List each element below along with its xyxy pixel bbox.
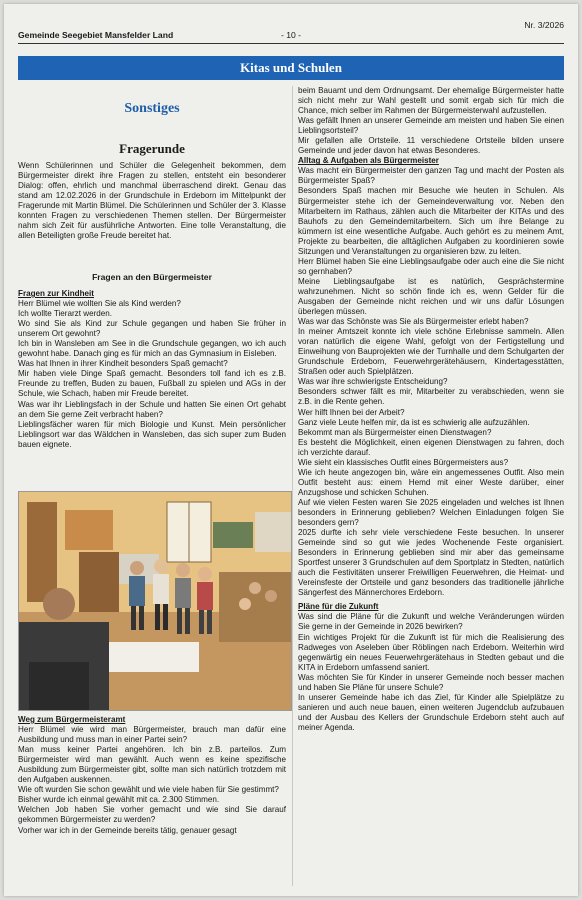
right-intro-line: beim Bauamt und dem Ordnungsamt. Der ehemalige Bürgermeister hatte sich nicht mehr zur Wahl gestellt und somit ergab sich für mich die Chance, mich selber im Rahmen der Bürgermeisterwahl aufzustellen. [298, 86, 564, 116]
alltag-line: Herr Blümel haben Sie eine Lieblingsaufgabe oder auch eine die Sie nicht so gernhaben? [298, 256, 564, 276]
alltag-line: Was war das Schönste was Sie als Bürgermeister erlebt haben? [298, 317, 529, 327]
weg-line: Vorher war ich in der Gemeinde bereits tätig, genauer gesagt [18, 825, 237, 835]
section-banner: Kitas und Schulen [18, 56, 564, 80]
header-page-number: - 10 - [280, 30, 302, 40]
kindheit-line: Lieblingsfächer waren für mich Biologie und Kunst. Mein persönlicher Lieblingsort war das Wäldchen in Wansleben, das sich super zum Buden bauen eignete. [18, 419, 286, 449]
alltag-line: 2025 durfte ich sehr viele verschiedene Feste besuchen. In unserer Gemeinde sind so gut wie jedes Wochenende Feste organisiert. Besonders in Erinnerung geblieben sind mir aber das gemeinsame Sportfest unserer 3 Grundschulen auf dem Sportplatz in Stedten, natürlich auch die Festivitäten unserer Freiwilligen Feuerwehren, die Heimat- und Vereinsfeste der Ortsteile und ganz besonders das traditionelle jährliche Sängerfest des Männerchores Erdeborn. [298, 528, 564, 598]
weg-line: Man muss keiner Partei angehören. Ich bin z.B. parteilos. Zum Bürgermeister wird man gewählt. Auch wenn es keine spezifische Ausbildung zum Bürgermeister gibt, sollte man sich natürlich trotzdem mit den Aufgaben auskennen. [18, 745, 286, 785]
zukunft-line: Was sind die Pläne für die Zukunft und welche Veränderungen würden Sie gerne in der Gemeinde in 2026 bewirken? [298, 612, 564, 632]
kindheit-line: Was hat Ihnen in ihrer Kindheit besonders Spaß gemacht? [18, 359, 228, 369]
alltag-line: Besonders schwer fällt es mir, Mitarbeiter zu verabschieden, wenn sie z.B. in die Rente gehen. [298, 387, 564, 407]
kindheit-section [18, 289, 286, 450]
alltag-line: Meine Lieblingsaufgabe ist es natürlich, Gesprächstermine wahrzunehmen. Nicht so schön finde ich es, wenn Gelder für die Ausgaben der Gemeinde nicht reichen und wir uns dafür Lösungen überlegen müssen. [298, 276, 564, 317]
kindheit-line: Was war ihr Lieblingsfach in der Schule und hatten Sie einen Ort gehabt an dem Sie gerne Zeit verbracht haben? [18, 399, 286, 419]
zukunft-line: In unserer Gemeinde habe ich das Ziel, für Kinder alle Spielplätze zu sanieren und auch neue bauen, einen weiteren Jugendclub aufzubauen und der Ausbau des Kellers der Grundschule Erdeborn steht auch auf meiner Agenda. [298, 692, 564, 732]
kindheit-line: Mir haben viele Dinge Spaß gemacht. Besonders toll fand ich es z.B. Freunde zu treffen, Buden zu bauen, Fußball zu spielen und AGs in der Schule, wie Schach, haben mir Freude bereitet. [18, 369, 286, 399]
kindheit-line: Herr Blümel wie wollten Sie als Kind werden? [18, 299, 181, 309]
article-intro [18, 161, 286, 241]
alltag-line: Wie sieht ein klassisches Outfit eines Bürgermeisters aus? [298, 457, 509, 467]
section-title: Sonstiges [124, 101, 180, 116]
alltag-line: Besonders Spaß machen mir Besuche wie heuten in Schulen. Als Bürgermeister stehe ich der Gemeindeverwaltung vor. Neben den Mitarbeitern im Rathaus, zählen auch die Mitarbeiter der KITAs und des Bauhofs zu den Gemeindemitarbeitern. Sich um ihre Belange zu kümmern ist eine wesentliche Aufgabe. Auch gehört es zu meinem Amt, Projekte zu bearbeiten, die alltäglichen Aufgaben zu koordinieren sowie Sitzungen und Veranstaltungen zu organisieren bzw. zu leiten. [298, 186, 564, 256]
zukunft-line: Ein wichtiges Projekt für die Zukunft ist für mich die Realisierung des Radweges von Aseleben über Röblingen nach Erdeborn. Weiterhin wird gegenwärtig ein neues Feuerwehrgerätehaus in Stedten gebaut und die KITA in Erdeborn umfassend saniert. [298, 632, 564, 672]
weg-section [18, 715, 286, 836]
alltag-line: Ganz viele Leute helfen mir, da ist es schwierig alle aufzuzählen. [298, 417, 530, 427]
header-publication: Gemeinde Seegebiet Mansfelder Land [18, 30, 174, 40]
classroom-photo [18, 491, 292, 711]
classroom-photo-illustration [19, 492, 291, 710]
weg-line: Herr Blümel wie wird man Bürgermeister, brauch man dafür eine Ausbildung und muss man in einer Partei sein? [18, 725, 286, 745]
weg-line: Welchen Job haben Sie vorher gemacht und wie sind Sie darauf gekommen Bürgermeister zu werden? [18, 805, 286, 825]
newspaper-page [4, 4, 578, 896]
intro-paragraph: Wenn Schülerinnen und Schüler die Gelegenheit bekommen, dem Bürgermeister direkt ihre Fragen zu stellen, entsteht ein besonderer Dialog: offen, ehrlich und manchmal überraschend direkt. Genau das stand am 12.02.2026 in der Grundschule in Erdeborn im Mittelpunkt der Fragerunde mit Martin Blümel. Die Schülerinnen und Schüler der 3. Klasse konnten Fragen zu verschiedenen Themen stellen. Der Bürgermeister nahm sich Zeit für ausführliche Antworten. Eine tolle Veranstaltung, die allen Beteiligten große Freude bereitet hat. [18, 161, 286, 241]
column-divider [292, 86, 293, 886]
alltag-line: Was macht ein Bürgermeister den ganzen Tag und macht der Posten als Bürgermeister Spaß? [298, 166, 564, 186]
header-rule [18, 43, 564, 44]
alltag-line: In meiner Amtszeit konnte ich viele schöne Erlebnisse sammeln. Allen voran natürlich die eigene Wahl, gefolgt von der Fertigstellung und Einweihung von Bauprojekten wie der Turnhalle und dem Schulgarten der Grundschule Erdeborn, Feuerwehrgerätehäusern, Kindertagesstätten, Straßen oder auch Spielplätzen. [298, 327, 564, 377]
kindheit-line: Ich wollte Tierarzt werden. [18, 309, 113, 319]
alltag-line: Es besteht die Möglichkeit, einen eigenen Dienstwagen zu fahren, doch ich verzichte darauf. [298, 437, 564, 457]
kindheit-heading: Fragen zur Kindheit [18, 289, 94, 298]
alltag-line: Auf wie vielen Festen waren Sie 2025 eingeladen und welches ist Ihnen besonders in Erinnerung geblieben? Welchen Einladungen folgen Sie besonders gern? [298, 497, 564, 528]
weg-line: Bisher wurde ich einmal gewählt mit ca. 2.300 Stimmen. [18, 795, 220, 805]
weg-heading: Weg zum Bürgermeisteramt [18, 715, 126, 724]
page-header [18, 20, 564, 42]
alltag-heading: Alltag & Aufgaben als Bürgermeister [298, 156, 439, 166]
kindheit-line: Ich bin in Wansleben am See in die Grundschule gegangen, wo ich auch gewohnt habe. Danach ging es für mich an das Gymnasium in Eisleben. [18, 339, 286, 359]
alltag-line: Wer hilft Ihnen bei der Arbeit? [298, 407, 405, 417]
alltag-line: Bekommt man als Bürgermeister einen Dienstwagen? [298, 427, 492, 437]
interview-subheading: Fragen an den Bürgermeister [92, 272, 212, 282]
alltag-line: Was war ihre schwierigste Entscheidung? [298, 377, 448, 387]
right-intro-line: Mir gefallen alle Ortsteile. 11 verschiedene Ortsteile bilden unsere Gemeinde und jeder davon hat etwas Besonderes. [298, 136, 564, 156]
kindheit-line: Wo sind Sie als Kind zur Schule gegangen und haben Sie früher in unserem Ort gewohnt? [18, 319, 286, 339]
right-column [298, 86, 564, 733]
zukunft-line: Was möchten Sie für Kinder in unserer Gemeinde noch besser machen und haben Sie Pläne für unsere Schule? [298, 672, 564, 692]
header-issue-number: Nr. 3/2026 [524, 20, 564, 30]
weg-line: Wie oft wurden Sie schon gewählt und wie viele haben für Sie gestimmt? [18, 785, 279, 795]
zukunft-heading: Pläne für die Zukunft [298, 602, 379, 612]
alltag-line: Wie ich heute angezogen bin, wäre ein angemessenes Outfit. Also mein Outfit besteht aus: einem Hemd mit einer Weste darüber, einer Anzugshose und schicken Schuhen. [298, 467, 564, 497]
article-title: Fragerunde [119, 141, 185, 156]
right-intro-line: Was gefällt Ihnen an unserer Gemeinde am meisten und haben Sie einen Lieblingsortsteil? [298, 116, 564, 136]
